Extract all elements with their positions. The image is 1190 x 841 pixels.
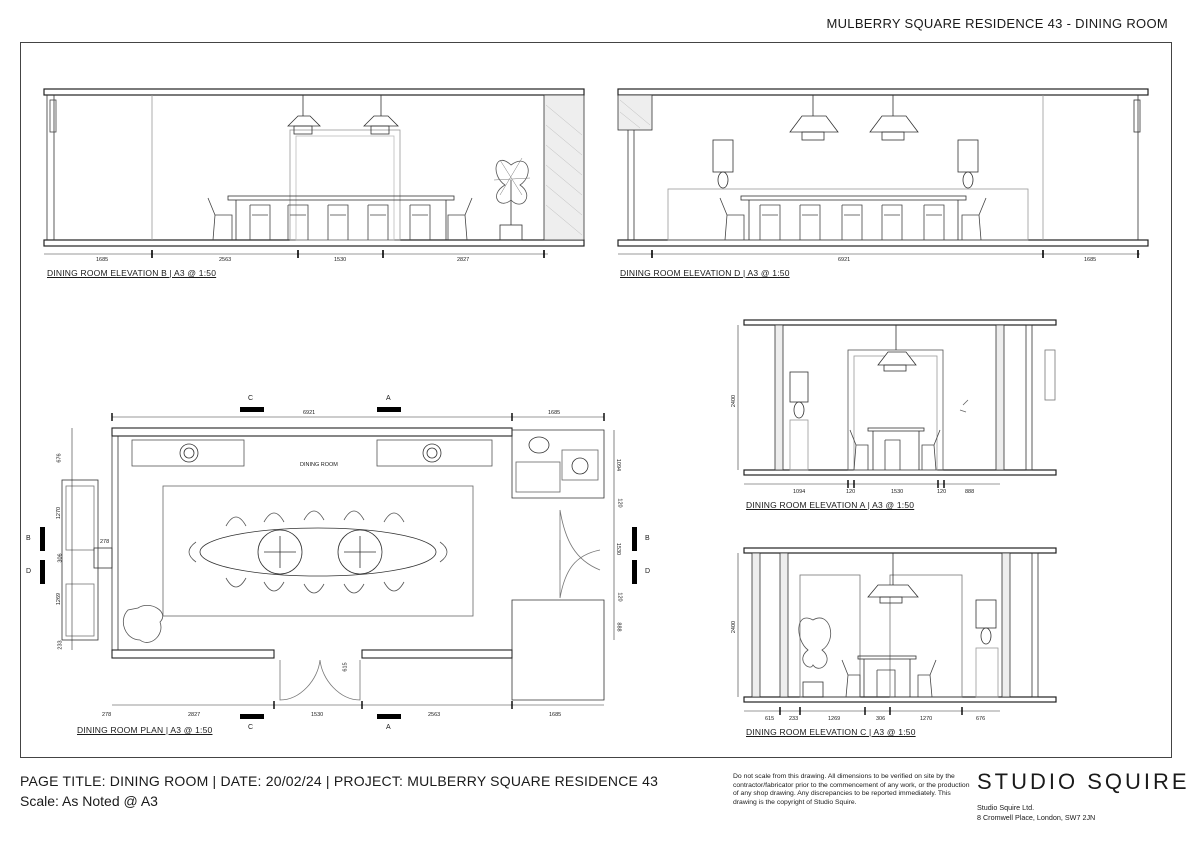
elev-a-dim-2: 120 — [846, 489, 856, 495]
plan-top-dim-1: 6921 — [303, 410, 316, 416]
plan-right-dim-2: 120 — [616, 498, 623, 508]
footer-page-title: PAGE TITLE: DINING ROOM | DATE: 20/02/24 | PROJECT: MULBERRY SQUARE RESIDENCE 43 — [20, 773, 659, 789]
plan-left-dim-2: 1270 — [56, 506, 63, 520]
plan-door-dim: 615 — [342, 662, 349, 672]
plan-drawing — [40, 407, 637, 719]
plan-caption: DINING ROOM PLAN | A3 @ 1:50 — [77, 725, 213, 735]
plan-right-dim-5: 888 — [615, 622, 622, 632]
elev-a-dim-4: 120 — [937, 489, 947, 495]
plan-right-dim-4: 120 — [616, 592, 623, 602]
elev-c-dim-4: 306 — [876, 716, 886, 722]
elev-b-dim-1: 1685 — [96, 257, 109, 263]
elev-b-dim-4: 2827 — [457, 257, 470, 263]
elev-c-dim-6: 676 — [976, 716, 986, 722]
studio-address: 8 Cromwell Place, London, SW7 2JN — [977, 813, 1096, 822]
plan-left-dim-5: 233 — [57, 640, 64, 650]
elevation-b-caption: DINING ROOM ELEVATION B | A3 @ 1:50 — [47, 268, 217, 278]
elev-a-height: 2400 — [731, 394, 738, 408]
plan-section-b-left: B — [26, 535, 31, 542]
plan-bottom-dim-4: 2563 — [428, 712, 441, 718]
elev-c-height: 2400 — [731, 620, 738, 634]
plan-section-c-top: C — [248, 395, 254, 402]
elev-c-dim-3: 1269 — [828, 716, 841, 722]
plan-section-d-left: D — [26, 568, 32, 575]
elevation-c-caption: DINING ROOM ELEVATION C | A3 @ 1:50 — [746, 727, 916, 737]
elev-c-dim-2: 233 — [789, 716, 799, 722]
plan-top-dim-2: 1685 — [548, 410, 561, 416]
plan-left-dim-3: 306 — [57, 553, 64, 563]
plan-room-label: DINING ROOM — [300, 462, 338, 468]
plan-bottom-dim-2: 2827 — [188, 712, 201, 718]
elev-d-dim-1: 6921 — [838, 257, 851, 263]
elev-d-dim-2: 1685 — [1084, 257, 1097, 263]
plan-right-dim-3: 1530 — [615, 542, 622, 556]
elevation-a-caption: DINING ROOM ELEVATION A | A3 @ 1:50 — [746, 500, 915, 510]
studio-logo-text: STUDIO SQUIRE — [977, 769, 1190, 794]
elevation-c-drawing — [738, 548, 1056, 715]
elev-b-dim-3: 1530 — [334, 257, 347, 263]
elevation-d-caption: DINING ROOM ELEVATION D | A3 @ 1:50 — [620, 268, 790, 278]
studio-company-name: Studio Squire Ltd. — [977, 803, 1035, 812]
disclaimer-text: Do not scale from this drawing. All dimensions to be verified on site by the contractor/fabricator prior to the commencement of any work, or the production of any shop drawing. Any discrepancies to be reported immediately. This drawing is the copyright of Studio Squire. — [733, 773, 970, 806]
elev-b-dim-2: 2563 — [219, 257, 232, 263]
elev-a-dim-3: 1530 — [891, 489, 904, 495]
plan-left-small-dim: 278 — [100, 539, 110, 545]
elevation-d-drawing — [618, 89, 1148, 258]
plan-left-dim-1: 676 — [56, 453, 63, 463]
elev-c-dim-1: 615 — [765, 716, 775, 722]
plan-right-dim-1: 1094 — [615, 458, 622, 472]
sheet-title: MULBERRY SQUARE RESIDENCE 43 - DINING ROOM — [826, 16, 1168, 31]
elevation-a-drawing — [738, 320, 1056, 488]
elevation-b-drawing — [44, 89, 584, 258]
elev-a-dim-1: 1094 — [793, 489, 806, 495]
elev-c-dim-5: 1270 — [920, 716, 933, 722]
plan-section-c-bottom: C — [248, 724, 254, 731]
plan-section-a-top: A — [386, 395, 391, 402]
elev-a-dim-5: 888 — [965, 489, 975, 495]
plan-bottom-dim-1: 278 — [102, 712, 112, 718]
plan-section-a-bottom: A — [386, 724, 391, 731]
footer-scale: Scale: As Noted @ A3 — [20, 793, 158, 809]
plan-bottom-dim-5: 1685 — [549, 712, 562, 718]
plan-left-dim-4: 1269 — [56, 592, 63, 606]
plan-section-d-right: D — [645, 568, 651, 575]
plan-bottom-dim-3: 1530 — [311, 712, 324, 718]
plan-section-b-right: B — [645, 535, 650, 542]
